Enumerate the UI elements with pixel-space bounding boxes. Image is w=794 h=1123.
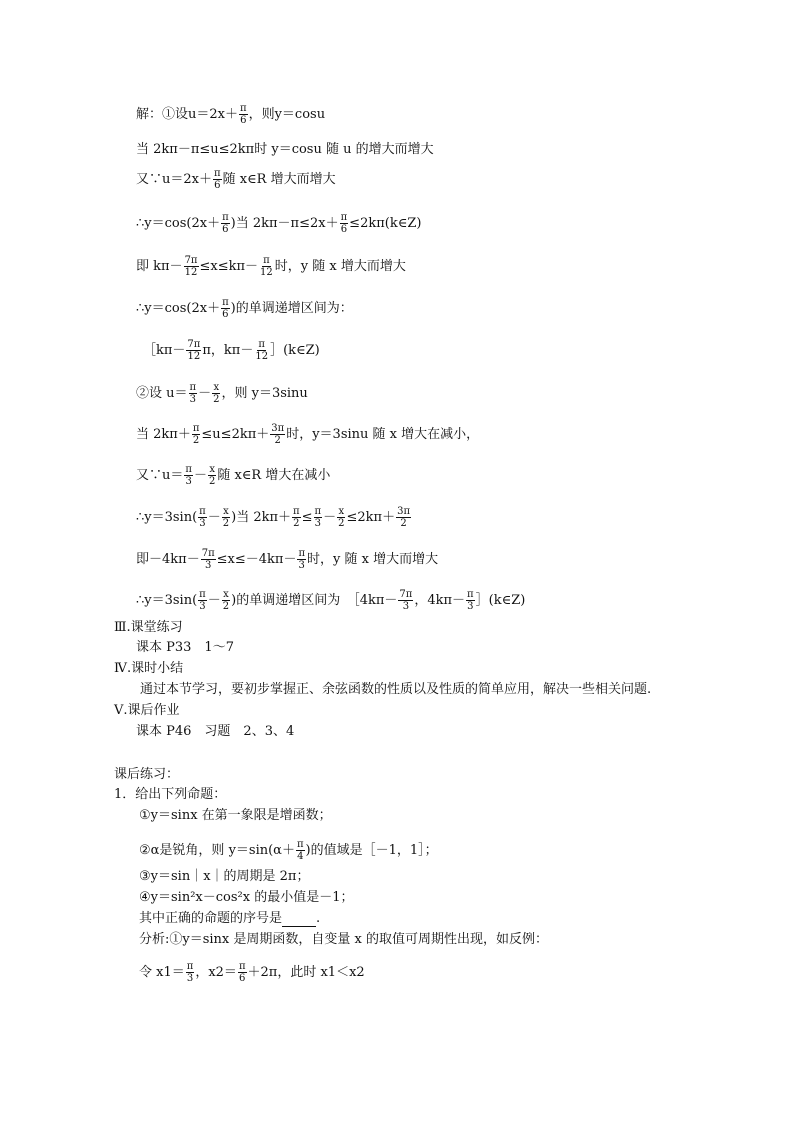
fraction: $\frac{\pi}{12}$ [260,255,273,278]
fraction: $\frac{\pi}{3}$ [199,589,206,612]
proposition: ①y＝sinx 在第一象限是增函数； [139,808,332,823]
fraction: $\frac{x}{2}$ [213,382,220,405]
text: u＝2x＋ [188,107,238,122]
fraction: $\frac{\pi}{4}$ [296,839,304,862]
solution-line: ∴y＝3sin( $\frac{\pi}{3}$ － $\frac{x}{2}$ )当 2kπ＋ $\frac{\pi}{2}$ ≤ $\frac{\pi}{3}$ － $\frac{x}{2}$ ≤2kπ＋ $\frac{3\pi}{2}$ [136,506,411,529]
solution-line: ②设 u＝ $\frac{\pi}{3}$ － $\frac{x}{2}$ ，则 y＝3sinu [136,382,308,405]
proposition: ②α是锐角，则 y＝sin(α＋ $\frac{\pi}{4}$ )的值域是［－1，1］； [139,839,438,862]
fraction: $\frac{\pi}{3}$ [467,589,474,612]
answer-blank[interactable] [282,914,316,927]
solution-line: ［kπ－ $\frac{7\pi}{12}$ π，kπ－ $\frac{\pi}{12}$ ］(k∈Z) [143,339,320,362]
fraction: $\frac{\pi}{3}$ [298,548,306,571]
proposition: ③y＝sin｜x｜的周期是 2π； [139,869,310,884]
fraction: $\frac{x}{2}$ [208,464,216,487]
fraction: $\frac{7\pi}{12}$ [187,339,201,362]
fraction: $\frac{3\pi}{2}$ [271,423,285,446]
question: 1．给出下列命题： [114,787,227,802]
fraction: $\frac{\pi}{6}$ [222,212,229,235]
fraction: $\frac{\pi}{6}$ [213,168,221,191]
answer-prompt: 其中正确的命题的序号是 . [139,911,321,926]
solution-line: 又∵u＝2x＋ $\frac{\pi}{6}$ 随 x∈R 增大而增大 [136,168,336,191]
section-title: Ⅳ.课时小结 [114,661,184,676]
fraction: $\frac{\pi}{3}$ [314,506,322,529]
fraction: $\frac{7\pi}{12}$ [184,255,198,278]
fraction: $\frac{\pi}{6}$ [238,961,246,984]
fraction: $\frac{\pi}{3}$ [186,961,194,984]
fraction: $\frac{3\pi}{2}$ [397,506,411,529]
solution-line: 即 kπ－ $\frac{7\pi}{12}$ ≤x≤kπ－ $\frac{\pi}{12}$ 时，y 随 x 增大而增大 [136,255,406,278]
section-title: Ⅲ.课堂练习 [114,620,183,635]
fraction: $\frac{7\pi}{3}$ [201,548,215,571]
fraction: $\frac{\pi}{12}$ [255,339,269,362]
section-body: 课本 P33 1～7 [136,640,234,655]
fraction: $\frac{\pi}{6}$ [240,103,247,126]
section-body: 课本 P46 习题 2、3、4 [136,724,295,739]
solution-line: 又∵u＝ $\frac{\pi}{3}$ － $\frac{x}{2}$ 随 x∈R 增大在减小 [136,464,331,487]
fraction: $\frac{7\pi}{3}$ [399,589,413,612]
fraction: $\frac{\pi}{3}$ [185,464,192,487]
fraction: $\frac{\pi}{3}$ [189,382,197,405]
fraction: $\frac{x}{2}$ [222,506,230,529]
solution-line: ∴y＝cos(2x＋ $\frac{\pi}{6}$ )当 2kπ－π≤2x＋ $\frac{\pi}{6}$ ≤2kπ(k∈Z) [136,212,422,235]
fraction: $\frac{\pi}{2}$ [192,423,200,446]
solution-line: ∴y＝cos(2x＋ $\frac{\pi}{6}$ )的单调递增区间为： [136,297,353,320]
solution-line: 即－4kπ－ $\frac{7\pi}{3}$ ≤x≤－4kπ－ $\frac{\pi}{3}$ 时，y 随 x 增大而增大 [136,548,439,571]
analysis: 分析:①y＝sinx 是周期函数，自变量 x 的取值可周期性出现，如反例： [139,932,548,947]
proposition: ④y＝sin²x－cos²x 的最小值是－1； [139,890,354,905]
solution-line: 当 2kπ＋ $\frac{\pi}{2}$ ≤u≤2kπ＋ $\frac{3\pi}{2}$ 时，y＝3sinu 随 x 增大在减小， [136,423,480,446]
fraction: $\frac{\pi}{6}$ [340,212,348,235]
fraction: $\frac{x}{2}$ [338,506,345,529]
fraction: $\frac{\pi}{2}$ [293,506,300,529]
counterexample: 令 x1＝ $\frac{\pi}{3}$ ，x2＝ $\frac{\pi}{6}$ ＋2π，此时 x1＜x2 [139,961,365,984]
solution-line [136,103,325,126]
section-body: 通过本节学习，要初步掌握正、余弦函数的性质以及性质的简单应用，解决一些相关问题. [140,682,652,697]
fraction: $\frac{x}{2}$ [222,589,230,612]
fraction: $\frac{\pi}{6}$ [222,297,229,320]
fraction: $\frac{\pi}{3}$ [199,506,206,529]
text: ，则y＝cosu [248,107,326,122]
exercise-heading: 课后练习： [114,767,180,782]
text: 当 2kπ－π≤u≤2kπ时 y＝cosu 随 u 的增大而增大 [136,142,434,157]
solution-line [136,142,434,158]
section-title: Ⅴ.课后作业 [114,703,180,718]
text: 解：①设 [136,107,189,122]
solution-line: ∴y＝3sin( $\frac{\pi}{3}$ － $\frac{x}{2}$ )的单调递增区间为 ［4kπ－ $\frac{7\pi}{3}$ ，4kπ－ $\frac{\pi}{3}$ ］(k∈Z) [136,589,526,612]
